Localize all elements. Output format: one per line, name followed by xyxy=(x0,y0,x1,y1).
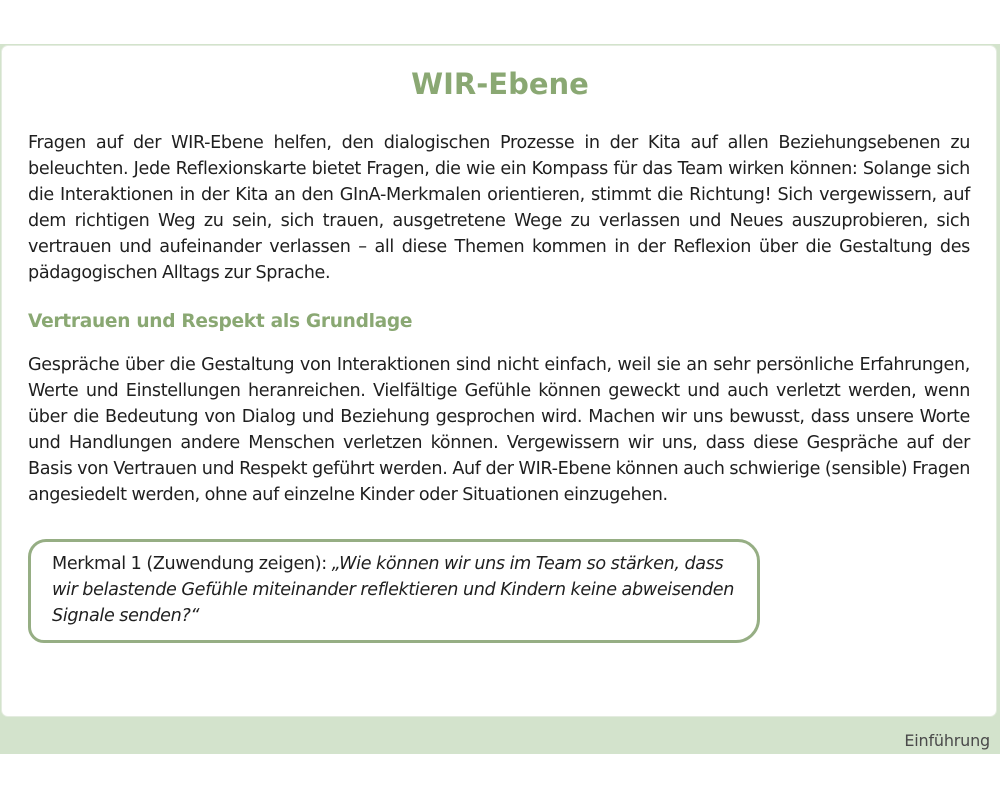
section-paragraph: Gespräche über die Gestaltung von Interaktionen sind nicht einfach, weil sie an sehr persönliche Erfahrungen, Werte und Einstellungen heranreichen. Vielfältige Gefühle können geweckt und auch verletzt werden, wenn über die Bedeutung von Dialog und Beziehung gesprochen wird. Machen wir uns bewusst, dass unsere Worte und Handlungen andere Menschen verletzen können. Vergewissern wir uns, dass diese Gespräche auf der Basis von Vertrauen und Respekt geführt werden. Auf der WIR-Ebene können auch schwierige (sensible) Fragen angesiedelt werden, ohne auf einzelne Kinder oder Situationen einzugehen. xyxy=(28,355,970,505)
footer-section-label: Einführung xyxy=(904,731,990,750)
page-title: WIR-Ebene xyxy=(411,67,589,101)
example-question: „Wie können wir uns im Team so stärken, dass wir belastende Gefühle miteinander reflektieren und Kindern keine abweisenden Signale senden?“ xyxy=(52,554,735,626)
example-question-text xyxy=(52,551,742,629)
intro-paragraph: Fragen auf der WIR-Ebene helfen, den dialogischen Prozesse in der Kita auf allen Beziehungsebenen zu beleuchten. Jede Reflexionskarte bietet Fragen, die wie ein Kompass für das Team wirken können: Solange sich die Interaktionen in der Kita an den GInA-Merkmalen orientieren, stimmt die Richtung! Sich vergewissern, auf dem richtigen Weg zu sein, sich trauen, ausgetretene Wege zu verlassen und Neues auszuprobieren, sich vertrauen und aufeinander verlassen – all diese Themen kommen in der Reflexion über die Gestaltung des pädagogischen Alltags zur Sprache. xyxy=(28,133,970,283)
example-label: Merkmal 1 (Zuwendung zeigen): xyxy=(52,554,332,574)
section-heading: Vertrauen und Respekt als Grundlage xyxy=(28,311,413,332)
